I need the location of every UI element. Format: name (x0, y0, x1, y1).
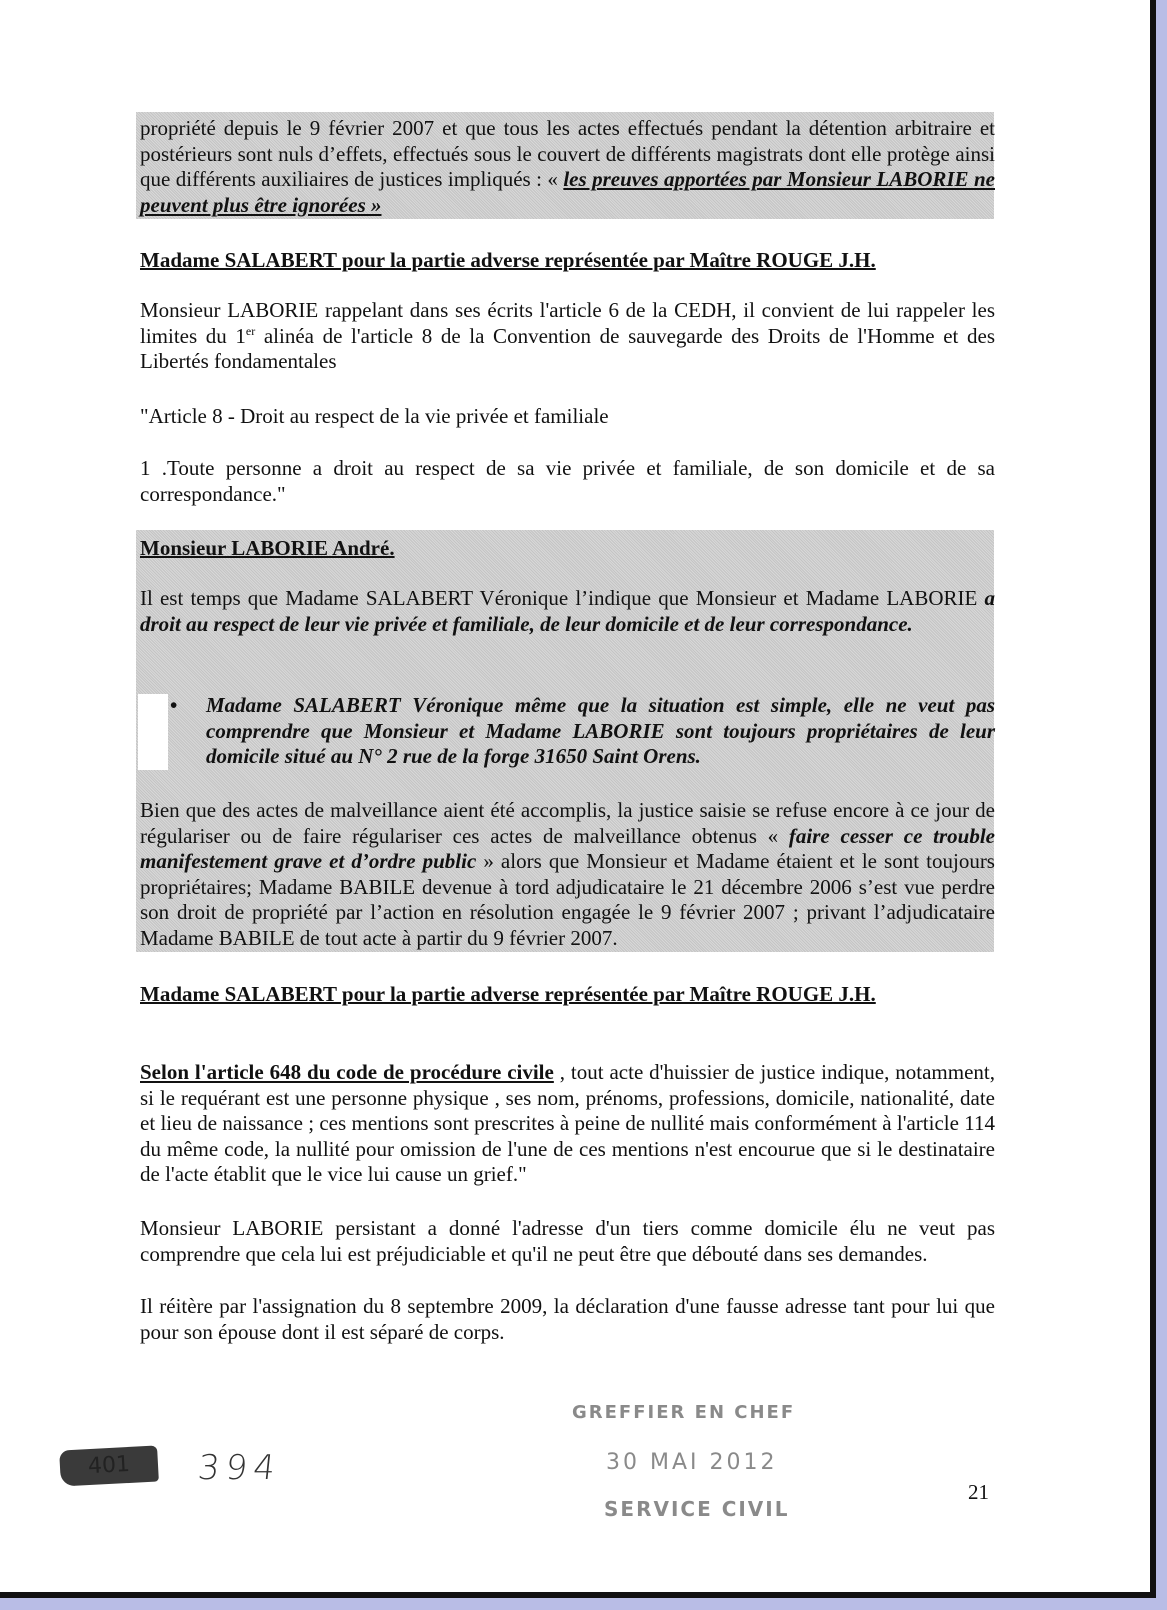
paragraph-malveillance-text-b: » alors que Monsieur et Madame étaient et le sont toujours propriétaires; Madame BABILE devenue à tord adjudicataire le 21 décembre 2006 s’est vue perdre son droit de propriété par l’action en résolution engagée le 9 février 2007 ; privant l’adjudicataire Madame BABILE de tout acte à partir du 9 février 2007. (140, 849, 995, 950)
paragraph-reitere-text: Il réitère par l'assignation du 8 septembre 2009, la déclaration d'une fausse adresse tant pour lui que pour son épouse dont il est séparé de corps. (140, 1294, 995, 1344)
paragraph-laborie-text: Il est temps que Madame SALABERT Véronique l’indique que Monsieur et Madame LABORIE (140, 586, 985, 610)
bullet-item (140, 693, 995, 770)
heading-salabert-1 (140, 248, 995, 274)
stamp-service: SERVICE CIVIL (604, 1497, 790, 1521)
paragraph-top-emphasis: les preuves apportées par Monsieur LABORIE ne peuvent plus être ignorées » (140, 167, 995, 217)
paragraph-laborie (140, 586, 995, 637)
page-number: 21 (968, 1480, 989, 1504)
handwritten-number: 394 (195, 1448, 284, 1488)
bullet-text: Madame SALABERT Véronique même que la situation est simple, elle ne veut pas comprendre que Monsieur et Madame LABORIE sont toujours propriétaires de leur domicile situé au N° 2 rue de la forge 31650 Saint Orens. (206, 693, 995, 768)
paragraph-top (140, 116, 995, 218)
heading-salabert-1-text: Madame SALABERT pour la partie adverse représentée par Maître ROUGE J.H. (140, 248, 876, 272)
stamp-greffier: GREFFIER EN CHEF (572, 1402, 796, 1423)
article8-text (140, 456, 995, 507)
stamp-date: 30 MAI 2012 (606, 1450, 778, 1475)
heading-laborie-text: Monsieur LABORIE André. (140, 536, 395, 560)
paragraph-tiers-text: Monsieur LABORIE persistant a donné l'adresse d'un tiers comme domicile élu ne veut pas comprendre que cela lui est préjudiciable et qu'il ne peut être que débouté dans ses demandes. (140, 1216, 995, 1266)
paragraph-648 (140, 1060, 995, 1188)
paragraph-648-lead: Selon l'article 648 du code de procédure civile (140, 1060, 554, 1084)
article8-text-body: 1 .Toute personne a droit au respect de sa vie privée et familiale, de son domicile et de sa correspondance." (140, 456, 995, 506)
paragraph-cedh-text-b: alinéa de l'article 8 de la Convention de sauvegarde des Droits de l'Homme et des Libertés fondamentales (140, 323, 995, 373)
paragraph-malveillance (140, 798, 995, 951)
heading-salabert-2 (140, 982, 995, 1008)
paragraph-malveillance-emphasis: faire cesser ce trouble manifestement grave et d’ordre public (140, 823, 995, 873)
paragraph-cedh-text-a: Monsieur LABORIE rappelant dans ses écrits l'article 6 de la CEDH, il convient de lui rappeler les limites du 1 (140, 298, 995, 348)
article8-title (140, 404, 995, 430)
bullet-icon: • (170, 693, 178, 717)
paragraph-reitere (140, 1294, 995, 1345)
article8-title-text: "Article 8 - Droit au respect de la vie privée et familiale (140, 404, 609, 428)
paragraph-648-text: , tout acte d'huissier de justice indique, notamment, si le requérant est une personne physique , ses nom, prénoms, professions, domicile, nationalité, date et lieu de naissance ; ces mentions sont prescrites à peine de nullité mais conformément à l'article 114 du même code, la nullité pour omission de l'une de ces mentions n'est encourue que si le destinataire de l'acte établit que le vice lui cause un grief." (140, 1060, 996, 1186)
heading-laborie (140, 536, 995, 562)
paragraph-malveillance-text-a: Bien que des actes de malveillance aient été accomplis, la justice saisie se refuse encore à ce jour de régulariser ou de faire régulariser ces actes de malveillance obtenus « (140, 798, 995, 848)
heading-salabert-2-text: Madame SALABERT pour la partie adverse représentée par Maître ROUGE J.H. (140, 982, 876, 1006)
paragraph-tiers (140, 1216, 995, 1267)
paragraph-top-text: propriété depuis le 9 février 2007 et que tous les actes effectués pendant la détention arbitraire et postérieurs sont nuls d’effets, effectués sous le couvert de différents magistrats dont elle protège ainsi que différents auxiliaires de justices impliqués : « (140, 116, 995, 191)
tally-mark: 401 (59, 1445, 159, 1486)
paragraph-laborie-emphasis: a droit au respect de leur vie privée et familiale, de leur domicile et de leur correspondance. (140, 586, 995, 636)
paragraph-cedh (140, 298, 995, 375)
superscript-er: er (245, 323, 256, 338)
